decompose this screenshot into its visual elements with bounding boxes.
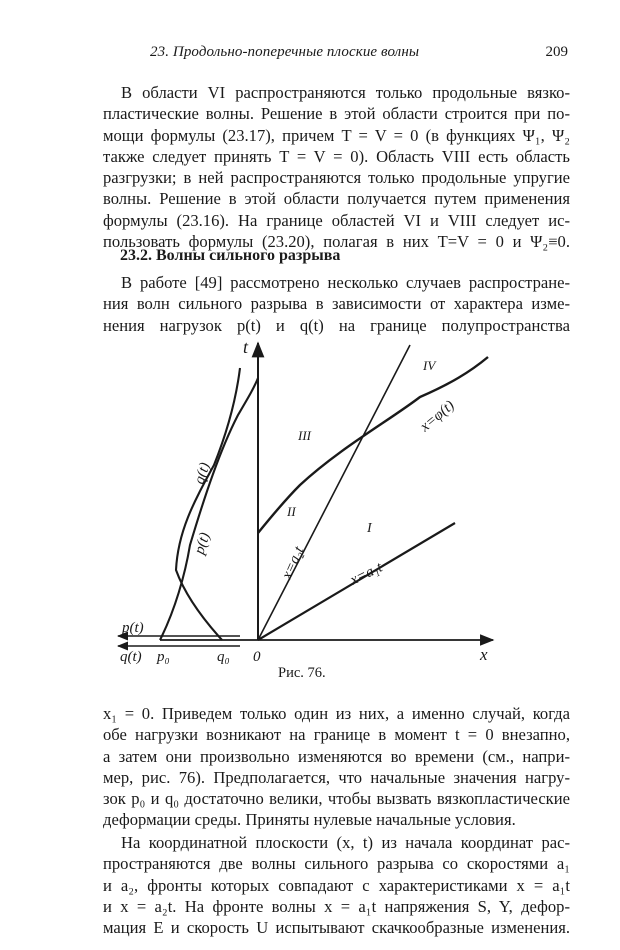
running-title: 23. Продольно-поперечные плоские волны [150, 44, 420, 60]
t-axis-label: t [243, 337, 249, 357]
text-line: а затем они произвольно изменяются во времени (см., напри- [103, 746, 570, 766]
text-line: В работе [49] рассмотрено несколько случаев распростране- [121, 273, 570, 292]
text-line: x₁ = 0. Приведем только один из них, а именно случай, когда [103, 704, 570, 723]
text-line: мер, рис. 76). Предполагается, что начальные значения нагру- [103, 767, 570, 787]
region-II-label: II [287, 504, 296, 519]
text-line: На координатной плоскости (x, t) из начала координат рас- [121, 833, 570, 852]
x-axis-label: x [480, 645, 488, 664]
text-line: мация E и скорость U испытывают скачкообразные изменения. [103, 918, 570, 938]
text-line: мощи формулы (23.17), причем T = V = 0 (в функциях Ψ₁, Ψ₂ [103, 125, 570, 145]
text-line: пластические волны. Решение в этой области строится при по- [103, 104, 570, 124]
region-IV-label: IV [423, 358, 436, 373]
curve-q-t [176, 368, 240, 640]
text-line: волны. Решение в этой области получается путем применения [103, 189, 570, 209]
paragraph-3 [103, 703, 570, 831]
paragraph-1 [103, 82, 570, 252]
p-arrow-label: p(t) [122, 620, 144, 636]
section-title: 23.2. Волны сильного разрыва [120, 247, 341, 264]
line-a1-label: x=a₁t [347, 559, 386, 589]
text-line: пользовать формулы (23.20), полагая в них T=V = 0 и Ψ₂≡0. [103, 232, 570, 252]
p-curve-label: p(t) [191, 530, 214, 557]
text-line: также следует принять T = V = 0). Область VIII есть область [103, 146, 570, 166]
page-header [0, 44, 620, 66]
text-line: и x = a₂t. На фронте волны x = a₁t напряжения S, Y, дефор- [103, 896, 570, 916]
figure-diagram [110, 335, 510, 675]
text-line: деформации среды. Приняты нулевые начальные условия. [103, 810, 516, 830]
text-line: В области VI распространяются только продольные вязко- [121, 83, 570, 102]
region-I-label: I [367, 521, 372, 536]
text-line: и a₂, фронты которых совпадают с характеристиками x = a₁t [103, 875, 570, 895]
region-III-label: III [298, 428, 311, 443]
text-line: обе нагрузки возникают на границе в момент t = 0 внезапно, [103, 725, 570, 745]
curve-p-t [160, 378, 258, 640]
text-line: формулы (23.16). На границе областей VI и VIII следует ис- [103, 210, 570, 230]
paragraph-2 [103, 272, 570, 336]
text-line: разгрузки; в ней распространяются только продольные упругие [103, 168, 570, 188]
text-line: зок p₀ и q₀ достаточно велики, чтобы вызвать вязкопластические [103, 789, 570, 809]
p0-label: p₀ [157, 649, 170, 665]
q-curve-label: q(t) [191, 460, 214, 487]
text-line: нения нагрузок p(t) и q(t) на границе полупространства [103, 315, 570, 335]
text-line: ния волн сильного разрыва в зависимости от характера изме- [103, 294, 570, 314]
line-a2-label: x=a₂t [279, 544, 308, 582]
paragraph-4 [103, 832, 570, 938]
figure-76 [110, 335, 510, 675]
curve-phi-label: x=φ(t) [417, 397, 458, 436]
q0-label: q₀ [217, 649, 230, 665]
q-arrow-label: q(t) [120, 649, 142, 665]
figure-caption: Рис. 76. [278, 665, 326, 681]
text-line: пространяются две волны сильного разрыва со скоростями a₁ [103, 854, 570, 874]
origin-label: 0 [253, 649, 261, 665]
page-number: 209 [545, 44, 568, 60]
